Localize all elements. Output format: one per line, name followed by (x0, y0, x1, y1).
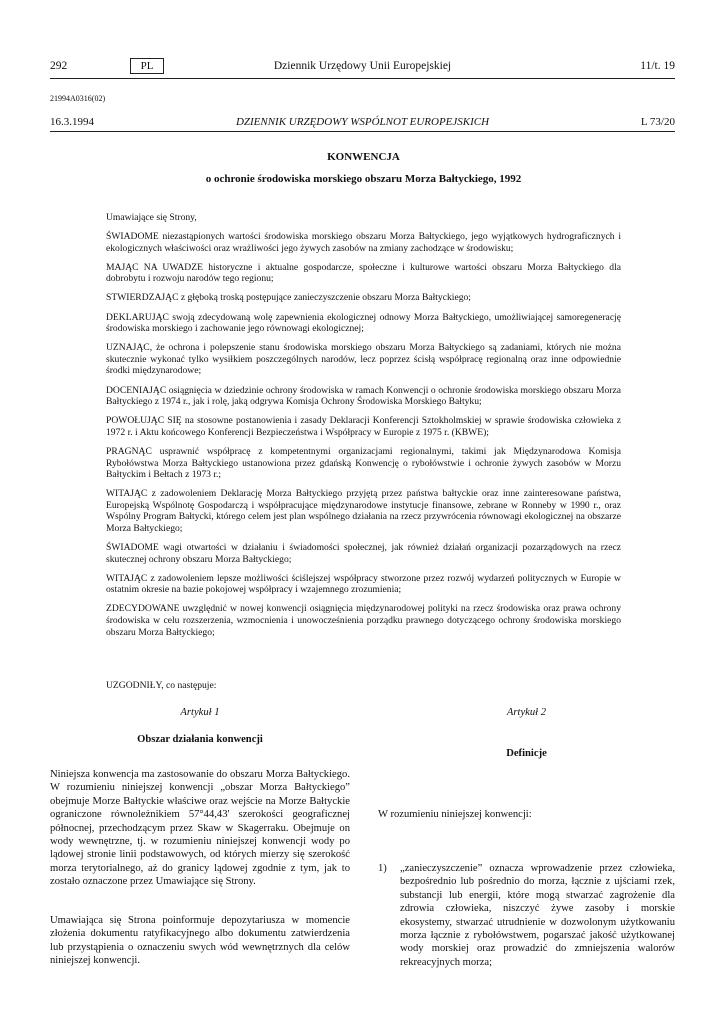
article-1-paragraph: Umawiająca się Strona poinformuje depozytariusza w momencie złożenia dokumentu ratyfikacyjnego albo dokumentu zatwierdzenia lub przystąpienia o oznaczeniu swych wód wewnętrznych dla celów niniejszej konwencji. (50, 915, 350, 967)
article-1-body (50, 768, 350, 889)
preamble-paragraph: WITAJĄC z zadowoleniem Deklarację Morza Bałtyckiego przyjętą przez państwa bałtyckie oraz inne zainteresowane państwa, Europejską Wspólnotę Gospodarczą i współpracujące międzynarodowe instytucje finansowe, zebrane w Ronneby w 1990 r., oraz Wspólny Program Bałtycki, którego celem jest plan wspólnego działania na rzecz przywrócenia równowagi ekologicznej na obszarze Morza Bałtyckiego; (106, 488, 621, 534)
preamble-paragraph: POWOŁUJĄC SIĘ na stosowne postanowienia i zasady Deklaracji Konferencji Sztokholmskiej w sprawie środowiska człowieka z 1972 r. i Aktu końcowego Konferencji Bezpieczeństwa i Współpracy w Europie z 1975 r. (KBWE); (106, 415, 621, 438)
oj-journal-title: DZIENNIK URZĘDOWY WSPÓLNOT EUROPEJSKICH (235, 116, 490, 128)
convention-subtitle: o ochronie środowiska morskiego obszaru Morza Bałtyckiego, 1992 (205, 173, 522, 185)
oj-page-ref: L 73/20 (640, 116, 675, 128)
volume-ref: 11/t. 19 (640, 60, 675, 72)
preamble-paragraph: ŚWIADOME niezastąpionych wartości środowiska morskiego obszaru Morza Bałtyckiego, jego wyjątkowych hydrograficznych i ekologicznych właściwości oraz wrażliwości jego żywych zasobów na zmiany zachodzące w środowisku; (106, 231, 621, 254)
article-1-heading: Obszar działania konwencji (137, 734, 263, 745)
preamble-paragraph: ŚWIADOME wagi otwartości w działaniu i świadomości społecznej, jak również działań organizacji pozarządowych na rzecz skutecznej ochrony obszaru Morza Bałtyckiego; (106, 542, 621, 565)
definition-number: 1) (378, 863, 387, 874)
definition-text: „zanieczyszczenie” oznacza wprowadzenie przez człowieka, bezpośrednio lub pośrednio do morza, łącznie z ujściami rzek, substancji lub energii, które mogą stwarzać zagrożenie dla zdrowia człowieka, niszczyć żywe zasoby i morskie ekosystemy, stwarzać utrudnienie w dozwolonym użytkowaniu morza łącznie z rybołówstwem, pogarszać jakość użytkowanej wody morskiej oraz prowadzić do zmniejszenia walorów rekreacyjnych morza; (400, 863, 675, 968)
header-rule (50, 78, 675, 79)
preamble-paragraph: WITAJĄC z zadowoleniem lepsze możliwości ściślejszej współpracy stworzone przez rozwój wydarzeń politycznych w Europie w ostatnim okresie na bazie pokojowej współpracy i wzajemnego zrozumienia; (106, 572, 621, 596)
language-badge: PL (130, 58, 164, 74)
oj-date: 16.3.1994 (50, 116, 94, 128)
preamble-paragraph: DOCENIAJĄC osiągnięcia w dziedzinie ochrony środowiska w ramach Konwencji o ochronie środowiska morskiego obszaru Morza Bałtyckiego z 1974 r., jak i rolę, jaką odgrywa Komisja Ochrony Środowiska Morskiego Bałtyku; (106, 384, 621, 408)
oj-header-rule (50, 131, 675, 132)
preamble-paragraph: MAJĄC NA UWADZE historyczne i aktualne gospodarcze, społeczne i kulturowe wartości obszaru Morza Bałtyckiego dla dobrobytu i rozwoju narodów tego regionu; (106, 261, 621, 285)
preamble-paragraph: STWIERDZAJĄC z głęboką troską postępujące zanieczyszczenie obszaru Morza Bałtyckiego; (106, 292, 471, 304)
document-code: 21994A0316(02) (50, 94, 106, 103)
preamble-paragraph: DEKLARUJĄC swoją zdecydowaną wolę zapewnienia ekologicznej odnowy Morza Bałtyckiego, umożliwiającej samoregenerację środowiska morskiego i zachowanie jego równowagi ekologicznej; (106, 311, 621, 335)
preamble-paragraph: Umawiające się Strony, (106, 212, 197, 223)
article-2-label: Artykuł 2 (506, 707, 547, 718)
article-2-definitions (378, 862, 675, 969)
article-2-intro: W rozumieniu niniejszej konwencji: (378, 809, 532, 820)
article-1-label: Artykuł 1 (180, 707, 220, 718)
article-2-heading: Definicje (506, 748, 547, 759)
article-1-body-2 (50, 914, 350, 968)
article-1-paragraph: Niniejsza konwencja ma zastosowanie do obszaru Morza Bałtyckiego. W rozumieniu niniejszej konwencji „obszar Morza Bałtyckiego” obejmuje Morze Bałtyckie właściwe oraz wejście na Morze Bałtyckie ograniczone równoleżnikiem 57°44,43' szerokości geograficznej północnej, przechodzącym przez Skaw w Skagerraku. Obejmuje on wody wewnętrzne, tj. w rozumieniu niniejszej konwencji wody po lądowej stronie linii podstawowych, od których mierzy się szerokość morza terytorialnego, aż do granicy lądowej zgodnie z tym, jak to zostało oznaczone przez Umawiające się Strony. (50, 769, 350, 888)
preamble (106, 212, 621, 646)
convention-title: KONWENCJA (327, 151, 400, 163)
preamble-paragraph: PRAGNĄC usprawnić współpracę z kompetentnymi organizacjami regionalnymi, takimi jak Międzynarodowa Komisja Rybołówstwa Morza Bałtyckiego ustanowiona przez gdańską Konwencję o rybołówstwie i ochronie żywych zasobów w Morzu Bałtyckim i Bełtach z 1973 r.; (106, 445, 621, 481)
agreed-statement: UZGODNIŁY, co następuje: (106, 680, 217, 691)
preamble-paragraph: UZNAJĄC, że ochrona i polepszenie stanu środowiska morskiego obszaru Morza Bałtyckiego są zadaniami, których nie można skutecznie wykonać tylko wysiłkiem poszczególnych narodów, lecz poprzez ścisłą współpracę regionalną oraz inne odpowiednie środki międzynarodowe; (106, 342, 621, 377)
definition-item (378, 862, 675, 969)
preamble-paragraph: ZDECYDOWANE uwzględnić w nowej konwencji osiągnięcia międzynarodowej polityki na rzecz środowiska oraz prawa ochrony środowiska w celu rozszerzenia, wzmocnienia i unowocześnienia porządku prawnego dotyczącego ochrony środowiska morskiego obszaru Morza Bałtyckiego; (106, 603, 621, 638)
journal-title: Dziennik Urzędowy Unii Europejskiej (273, 60, 452, 72)
page-number: 292 (50, 60, 68, 72)
